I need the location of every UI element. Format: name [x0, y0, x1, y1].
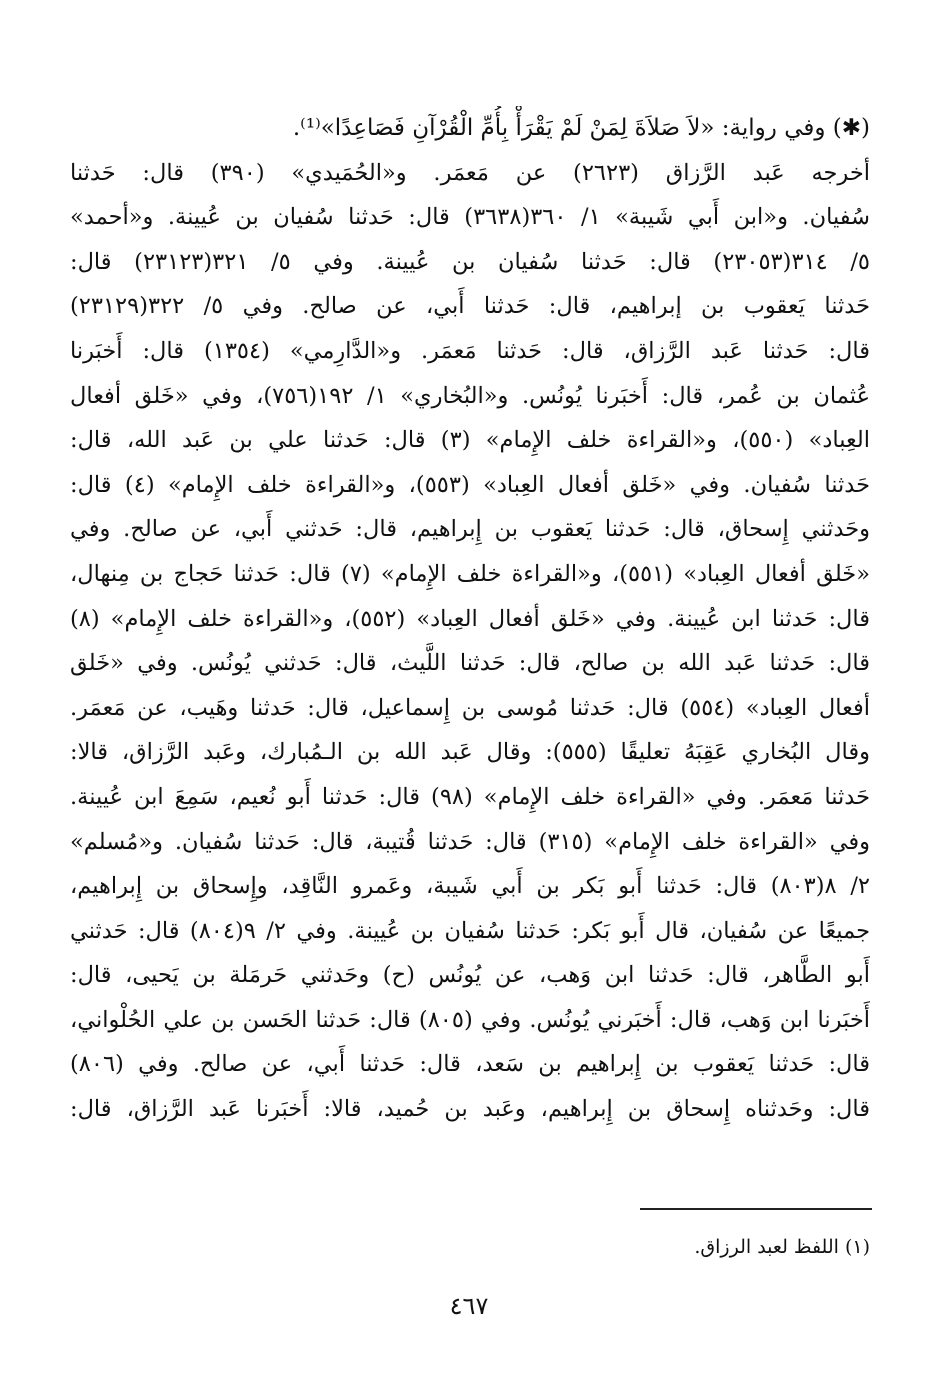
footnote: (١) اللفظ لعبد الرزاق.: [694, 1236, 870, 1258]
text-line-12: قال: حَدثنا ابن عُيينة. وفي «خَلق أفعال العِباد» (٥٥٢)، و«القراءة خلف الإِمام» (٨): [70, 605, 870, 632]
footnote-divider: [640, 1208, 872, 1210]
text-line-14: أفعال العِباد» (٥٥٤) قال: حَدثنا مُوسى بن إِسماعيل، قال: حَدثنا وهَيب، عن مَعمَر.: [70, 694, 870, 721]
text-line-9: حَدثنا سُفيان. وفي «خَلق أفعال العِباد» (٥٥٣)، و«القراءة خلف الإِمام» (٤) قال:: [70, 471, 870, 498]
text-line-7: عُثمان بن عُمر، قال: أَخبَرنا يُونُس. و«البُخاري» ١/ ١٩٢(٧٥٦)، وفي «خَلق أفعال: [70, 382, 870, 409]
text-line-13: قال: حَدثنا عَبد الله بن صالح، قال: حَدثنا اللَّيث، قال: حَدثني يُونُس. وفي «خَلق: [70, 650, 870, 677]
text-line-10: وحَدثني إِسحاق، قال: حَدثنا يَعقوب بن إِبراهيم، قال: حَدثني أَبي، عن صالح. وفي: [70, 516, 870, 543]
text-line-11: «خَلق أفعال العِباد» (٥٥١)، و«القراءة خلف الإِمام» (٧) قال: حَدثنا حَجاج بن مِنهال،: [70, 560, 870, 587]
text-line-20: أَبو الطَّاهر، قال: حَدثنا ابن وَهب، عن يُونُس (ح) وحَدثني حَرمَلة بن يَحيى، قال:: [70, 962, 870, 989]
text-line-17: وفي «القراءة خلف الإِمام» (٣١٥) قال: حَدثنا قُتيبة، قال: حَدثنا سُفيان. و«مُسلم»: [70, 828, 870, 855]
text-line-3: سُفيان. و«ابن أَبي شَيبة» ١/ ٣٦٠(٣٦٣٨) قال: حَدثنا سُفيان بن عُيينة. و«أحمد»: [70, 204, 870, 231]
text-line-6: قال: حَدثنا عَبد الرَّزاق، قال: حَدثنا مَعمَر. و«الدَّارِمي» (١٣٥٤) قال: أَخبَرنا: [70, 337, 870, 364]
text-line-15: وقال البُخاري عَقِبَهُ تعليقًا (٥٥٥): وقال عَبد الله بن الـمُبارك، وعَبد الرَّزاق، قالا:: [70, 739, 870, 766]
text-line-1: (✱) وفي رواية: «لاَ صَلاَةَ لِمَنْ لَمْ يَقْرَأْ بِأُمِّ الْقُرْآنِ فَصَاعِدًا»⁽¹⁾.: [292, 115, 870, 141]
text-line-4: ٥/ ٣١٤(٢٣٠٥٣) قال: حَدثنا سُفيان بن عُيينة. وفي ٥/ ٣٢١(٢٣١٢٣) قال:: [70, 248, 870, 275]
text-line-16: حَدثنا مَعمَر. وفي «القراءة خلف الإِمام» (٩٨) قال: حَدثنا أَبو نُعيم، سَمِعَ ابن عُيينة.: [70, 783, 870, 810]
text-line-5: حَدثنا يَعقوب بن إبراهيم، قال: حَدثنا أَبي، عن صالح. وفي ٥/ ٣٢٢(٢٣١٢٩): [70, 293, 870, 320]
text-line-19: جميعًا عن سُفيان، قال أَبو بَكر: حَدثنا سُفيان بن عُيينة. وفي ٢/ ٩(٨٠٤) قال: حَدثني: [70, 917, 870, 944]
text-line-2: أخرجه عَبد الرَّزاق (٢٦٢٣) عن مَعمَر. و«الحُمَيدي» (٣٩٠) قال: حَدثنا: [70, 159, 870, 186]
text-line-8: العِباد» (٥٥٠)، و«القراءة خلف الإِمام» (٣) قال: حَدثنا علي بن عَبد الله، قال:: [70, 427, 870, 454]
text-line-22: قال: حَدثنا يَعقوب بن إِبراهيم بن سَعد، قال: حَدثنا أَبي، عن صالح. وفي (٨٠٦): [70, 1051, 870, 1078]
text-line-21: أَخبَرنا ابن وَهب، قال: أَخبَرني يُونُس. وفي (٨٠٥) قال: حَدثنا الحَسن بن علي الحُلْواني،: [70, 1006, 870, 1033]
main-text: [70, 106, 870, 1132]
page-number: ٤٦٧: [449, 1292, 489, 1320]
text-line-18: ٢/ ٨(٨٠٣) قال: حَدثنا أَبو بَكر بن أَبي شَيبة، وعَمرو النَّاقِد، وإِسحاق بن إِبراهيم،: [70, 873, 870, 900]
text-line-23: قال: وحَدثناه إِسحاق بن إِبراهيم، وعَبد بن حُميد، قالا: أَخبَرنا عَبد الرَّزاق، قال:: [70, 1096, 870, 1123]
